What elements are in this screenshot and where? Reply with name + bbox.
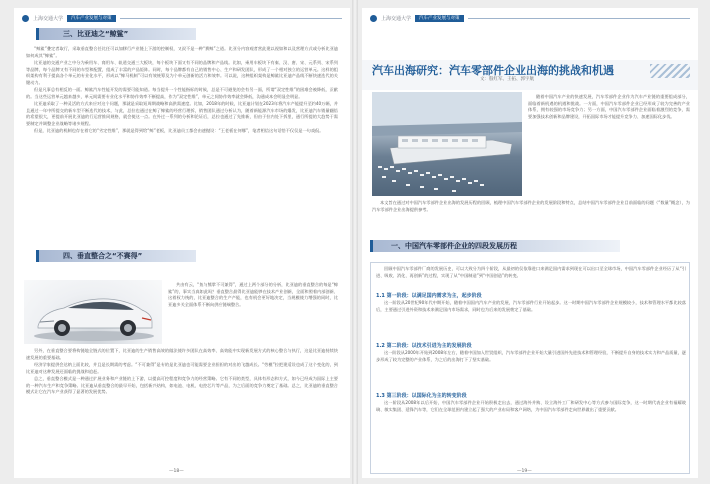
intro-text-continued [372, 200, 690, 214]
stage2-body [376, 350, 686, 364]
section3-title: 三、比亚迪之“鲸鲨” [63, 30, 129, 38]
university-logo-icon [370, 15, 377, 22]
section1-intro [376, 266, 686, 280]
header-tag: 汽车产业发展与对策 [67, 15, 116, 22]
article-title: 汽车出海研究：汽车零部件企业出海的挑战和机遇 [372, 64, 614, 77]
section4-paragraph: 经济学家提供会达纳上面比较，并且是长期需的考虑。“不可兼得”是专的是比亚迪也可能需要企业担担的对出的飞越成长。“劳模”拉把建适设也成了这个变化的，到比亚迪对这种发展还面临的挑战和追赶。 [26, 362, 338, 374]
stage1-body [376, 300, 686, 314]
section1-banner [370, 240, 620, 252]
article-authors: 文：殷红军、王拓、郭宇航 [480, 77, 534, 82]
section3-paragraph: 比亚迪的交通产业之中分为乘用车、商用车、轨道交通三大板块，每个板块下面又有不同的品牌和产品线。比如，乘用车板块下有秦、汉、唐、宋、元系列、宋系列等品牌，每个品牌又有不同的车型和配置，组成了丰富的产品矩阵。同时，每个品牌都有自己的销售中心、生产和研发团队，形成了一个相对独立的运营单元。这样的组织架构有利于提高各个单元的专业化水平，形成以“鲸马机制”可以有效统筹及为个单元创新的活力和效率。可以说，这种组织架构是鲸鲨比亚迪产品线不断快速迭代的关键动力。 [26, 60, 338, 85]
intro-text-column [528, 94, 690, 121]
header-brand: 上海交通大学 [381, 16, 412, 22]
stage3-body [376, 400, 686, 414]
header-brand: 上海交通大学 [33, 16, 64, 22]
section4-paragraph: 总之，垂直整合模式是一种通过扩展业务和产业链的上下游，以提高可控程度和竞争力的经营策略。它有不同的类型，具体有形态和方式，如今已经成为国际上主要的一种汽车生产和竞争策略。比亚迪从垂直整合的最早开始，包括新兴结构，如电池、电机、电控芯片等产品，为之后面的竞争力奠定了基础。总之，比亚迪的垂直整合模式让它在汽车产业获得了显著的发展优势。 [26, 376, 338, 394]
section1-intro-paragraph: 回顾中国汽车零部件厂商的发展历史，可以大致分为四个阶段，从最初的仅依靠进口来满足国内需求到现在可以出口至全球市场，中国汽车零部件企业经历了从“引进、吸收、消化、再创新”的过程，实现了从“中国制造”到“中国创造”的转变。 [376, 266, 686, 278]
section4-title: 四、垂直整合之“不赛得” [63, 252, 143, 260]
section3-body [26, 46, 338, 136]
car-carrier-ship-photo [372, 92, 522, 196]
right-page-header [370, 14, 690, 23]
left-page-number: —18— [169, 469, 184, 474]
stage1-heading: 1.1 第一阶段：以满足国内需求为主，起步阶段 [376, 293, 482, 299]
stage2-heading: 1.2 第二阶段：以技术引进为主的发展阶段 [376, 343, 472, 349]
cargo-ship-illustration-icon [372, 92, 522, 196]
section4-side-paragraph: 共由有云，“鱼与熊掌不可兼得”，通过上两个部分的分析，比亚迪的垂直整合的每是“鲸鲨”的，事实当真如此吗？垂直整合最得比亚迪能够在技术产业创新，全面和照着内部创新、这着权力统的，比亚迪整合的生产产能，也有机会更好地决定，当规模使力增强的同时，比亚迪多关全面体系不断向供应链端整合。 [168, 282, 338, 307]
intro-paragraph: 本文旨在通过对中国汽车零部件企业出海的发展历程的回顾，梳理中国汽车零部件企业的发展阶段和特点，总结中国汽车零部件企业目前面临的问题（“数量”概念），为汽车零部件企业出海提供参考。 [372, 200, 690, 212]
intro-paragraph: 随着中国汽车产业的快速发展，汽车零部件企业作为汽车产业链的重要组成部分，面临着新机遇的机遇和挑战。一方面，中国汽车零部件企业已经形成了较为完善的产业体系，拥有较强的市场竞争力；另一方面，中国汽车零部件企业面临着激烈的竞争，需要加强技术创新和品牌建设，开拓国际市场才能提升竞争力、加速国际化步伐。 [528, 94, 690, 119]
right-page [362, 8, 698, 478]
section3-paragraph: “鲸鲨”叠定者取行，采取垂直整合任比任可以加移行产业链上下游的控制权，又叔不是一种“赛鲸”之道。比亚分内容观者营此建以视如和以及营理方式或分析比亚迪如何成其“鲸鲨”。 [26, 46, 338, 58]
title-decoration-icon [650, 64, 690, 78]
right-page-number: —19— [517, 469, 532, 474]
car-illustration-icon [24, 280, 162, 344]
left-page [14, 8, 350, 478]
car-photo [24, 280, 162, 344]
section4-side-text [168, 282, 338, 309]
stage-paragraph: 这一阶段从2000年开始到2008年左右，随着中国加入世贸组织，汽车零部件企业开始大量引进国外先进技术和管理经验，不断提升自身的技术实力和产品质量，逐步形成了较为完整的产业体系，为之后的出海打下了坚实基础。 [376, 350, 686, 362]
header-rule [120, 18, 342, 19]
section3-paragraph: 但是凡事总有相反的一面。鲸鲨汽车性能开发的需要可能知道。每当提升一个性能指标的时候，总是不可避免的会有另一面，所谓“双定性维”的困难会被降低，贡献的。当这些运营单元越来越多，单元间需要专业化水平和协作效率不断提高，作为“双定性维”，单元之间协作效率就会降低，沟通成本会明显会明显。 [26, 87, 338, 99]
stage-paragraph: 这一阶段从2008年以后开始，中国汽车零部件企业开始积极走出去，通过海外并购、设立海外工厂和研发中心等方式参与国际竞争，这一时期代表企业有福耀玻璃、敏实集团、延锋汽车等，它们在全球范围内建立起了强大的产业布局和客户网络，为中国汽车零部件走向世界做出了重要贡献。 [376, 400, 686, 412]
university-logo-icon [22, 15, 29, 22]
section4-body [26, 348, 338, 397]
section3-paragraph: 比亚迪采取了一种灵活的方式来应对这个问题，那就是采取短周期战略和高供需速度。比如，2018年的时候，比亚迪计划在2023年将汽车产能提升至约40万辆，并且通过一年中所提交的新车型不断迭代的技术，与此，总拉也通过在鲸了鲸鲨的经营行理拆，销售团队通过分析认为，随着新能源汽车市场的爆发，比亚迪汽车销量翻倍的希望很大，更提前开展比亚迪的行运营推同规格，就会使这一点。在外过一系列的分析和论证后，总拉也通过了先推新，但由于拉内处下拆里，通行所提的大趋势于需要制定并调整企业战略等诸多规程。 [26, 101, 338, 126]
section3-banner [36, 28, 196, 40]
section4-paragraph: 另外，在垂直整合要将构链地全链式的位置下，比亚迪的生产销售高效的做法使许多团队在高效率、高效能中实现新发展方式的核心整合与执行，这是比亚迪持续快速发展的重要基础。 [26, 348, 338, 360]
stage3-heading: 1.3 第三阶段：以国际化为主的转变阶段 [376, 393, 467, 399]
section3-paragraph: 但是，比亚迪的机制也存在着它的“劣定性维”，那就是得到给“鲸”老板，比亚迪员工都会由速抛设：“王老板在何哪”，笔者相信这句话恰不仅仅是一句戏侃。 [34, 128, 324, 133]
stage-paragraph: 这一阶段从20世纪90年代中期开始，随着中国国内汽车产业的发展，汽车零部件行业开始起步。这一时期中国汽车零部件企业规模较小，技术和管理水平都比较落后，主要通过引进外资和技术来满足国内市场需求，同时也为后来的发展奠定了基础。 [376, 300, 686, 312]
book-gutter [352, 0, 358, 484]
header-tag: 汽车产业发展与对策 [415, 15, 464, 22]
header-rule [468, 18, 690, 19]
section4-banner [36, 250, 196, 262]
section1-title: 一、中国汽车零部件企业的四段发展历程 [391, 242, 517, 250]
left-page-header [22, 14, 342, 23]
